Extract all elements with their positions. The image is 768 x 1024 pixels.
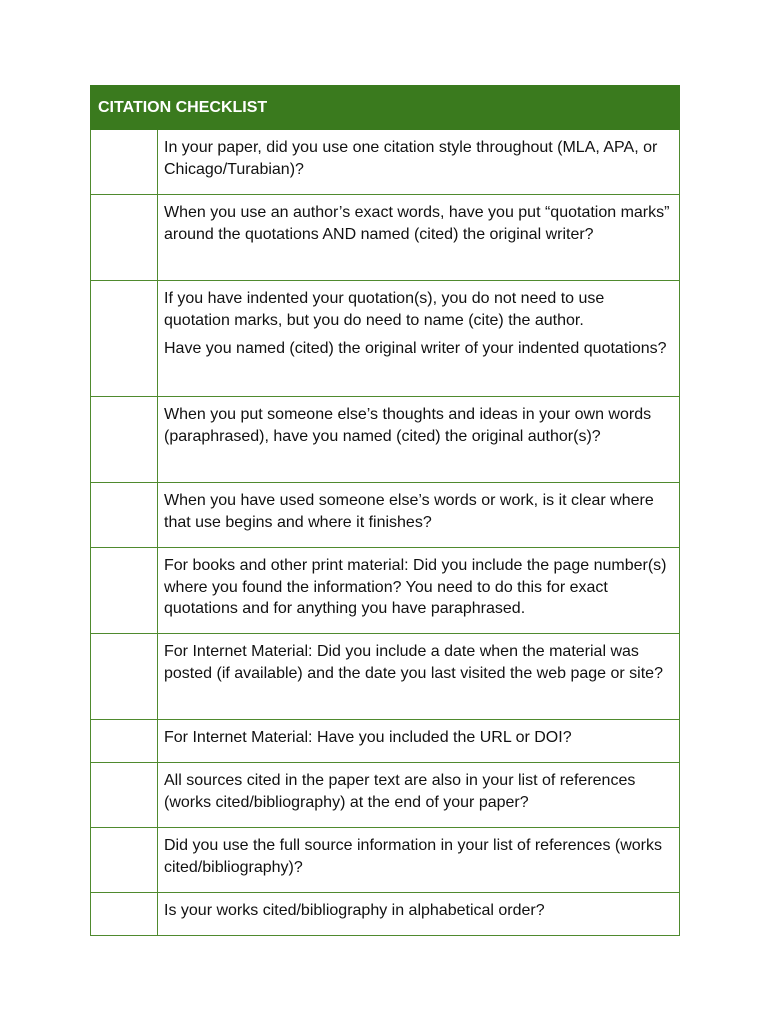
citation-checklist-table — [90, 85, 680, 936]
table-row — [91, 483, 680, 548]
question-text: Have you named (cited) the original writer of your indented quotations? — [164, 340, 667, 357]
question-text: When you use an author’s exact words, have you put “quotation marks” around the quotations AND named (cited) the original writer? — [164, 204, 670, 243]
check-cell[interactable] — [91, 720, 158, 763]
check-cell[interactable] — [91, 828, 158, 893]
check-cell[interactable] — [91, 483, 158, 548]
question-cell — [158, 397, 680, 483]
question-text: All sources cited in the paper text are also in your list of references (works cited/bibliography) at the end of your paper? — [164, 772, 636, 811]
table-row — [91, 397, 680, 483]
question-cell — [158, 483, 680, 548]
table-row — [91, 634, 680, 720]
question-text: In your paper, did you use one citation style throughout (MLA, APA, or Chicago/Turabian)? — [164, 139, 658, 178]
question-cell — [158, 720, 680, 763]
check-cell[interactable] — [91, 548, 158, 634]
table-row — [91, 828, 680, 893]
question-text: Did you use the full source information in your list of references (works cited/bibliography)? — [164, 837, 662, 876]
table-row — [91, 763, 680, 828]
question-text: When you have used someone else’s words or work, is it clear where that use begins and where it finishes? — [164, 492, 654, 531]
table-row — [91, 130, 680, 195]
check-cell[interactable] — [91, 763, 158, 828]
question-cell — [158, 828, 680, 893]
question-cell — [158, 763, 680, 828]
question-cell — [158, 130, 680, 195]
question-cell — [158, 893, 680, 936]
check-cell[interactable] — [91, 130, 158, 195]
question-text: If you have indented your quotation(s), you do not need to use quotation marks, but you do need to name (cite) the author. — [164, 290, 605, 329]
check-cell[interactable] — [91, 397, 158, 483]
question-text: For Internet Material: Have you included the URL or DOI? — [164, 729, 572, 746]
question-text: When you put someone else’s thoughts and ideas in your own words (paraphrased), have you named (cited) the original author(s)? — [164, 406, 652, 445]
check-cell[interactable] — [91, 634, 158, 720]
checklist-title: CITATION CHECKLIST — [91, 86, 680, 130]
question-cell — [158, 548, 680, 634]
question-text: For Internet Material: Did you include a date when the material was posted (if available) and the date you last visited the web page or site? — [164, 643, 663, 682]
table-row — [91, 195, 680, 281]
question-text: For books and other print material: Did you include the page number(s) where you found the information? You need to do this for exact quotations and for anything you have paraphrased. — [164, 557, 667, 617]
question-text: Is your works cited/bibliography in alphabetical order? — [164, 902, 545, 919]
table-row — [91, 893, 680, 936]
table-row — [91, 720, 680, 763]
question-cell — [158, 195, 680, 281]
table-row — [91, 281, 680, 397]
table-row — [91, 548, 680, 634]
question-cell — [158, 634, 680, 720]
checklist-header-row — [91, 86, 680, 130]
check-cell[interactable] — [91, 195, 158, 281]
check-cell[interactable] — [91, 893, 158, 936]
question-cell — [158, 281, 680, 397]
check-cell[interactable] — [91, 281, 158, 397]
